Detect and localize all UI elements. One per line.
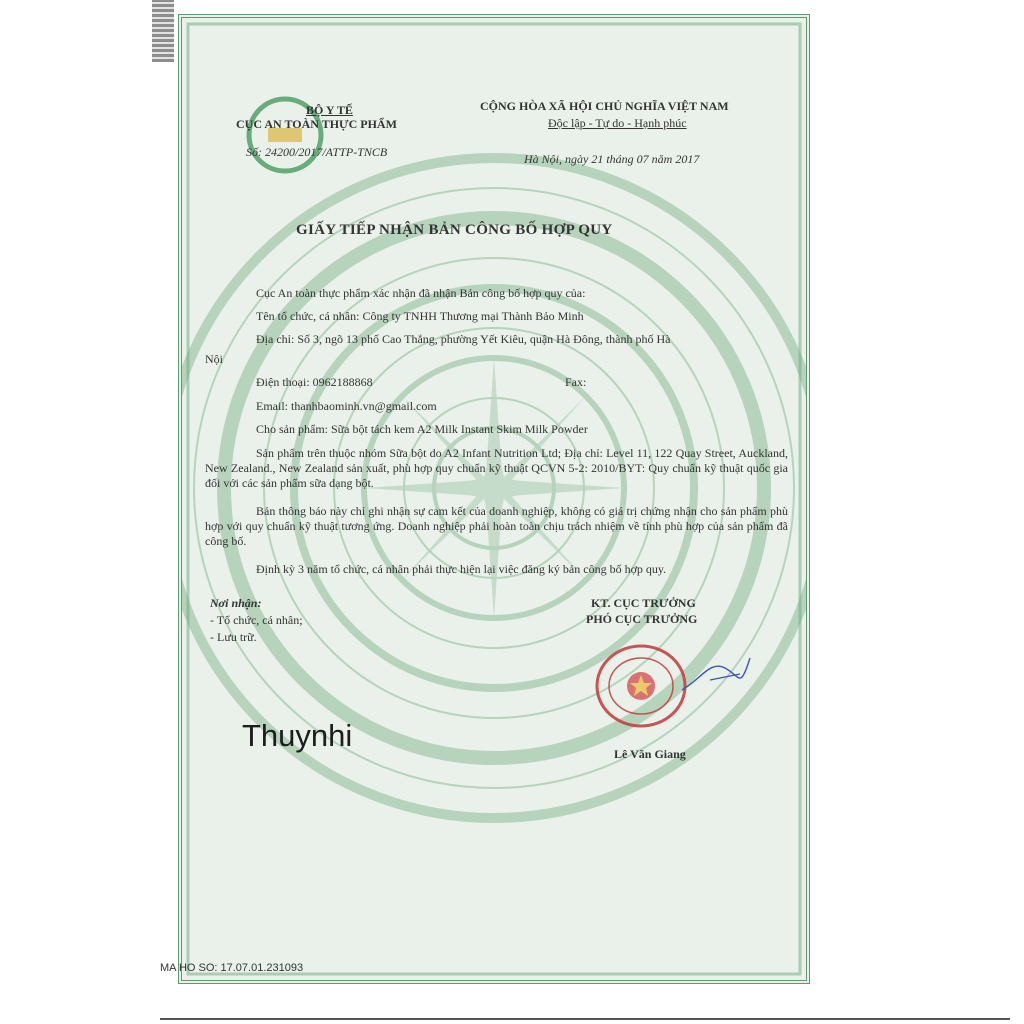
- disclaimer-paragraph: Bản thông báo này chỉ ghi nhận sự cam kết của doanh nghiệp, không có giá trị chứng nhận cho sản phẩm phù hợp với quy chuẩn kỹ thuật tương ứng. Doanh nghiệp phải hoàn toàn chịu trách nhiệm về tính phù hợp của sản phẩm đã công bố.: [205, 504, 788, 548]
- product-text: Cho sản phẩm: Sữa bột tách kem A2 Milk Instant Skim Milk Powder: [256, 422, 588, 436]
- issue-date: Hà Nội, ngày 21 tháng 07 năm 2017: [524, 152, 700, 166]
- fax-text: Fax:: [565, 375, 587, 389]
- recipients-heading: Nơi nhận:: [210, 596, 262, 610]
- document-number: Số: 24200/2017/ATTP-TNCB: [246, 145, 388, 159]
- recipient-item: - Lưu trữ.: [210, 630, 257, 644]
- country-name: CỘNG HÒA XÃ HỘI CHỦ NGHĨA VIỆT NAM: [480, 99, 729, 113]
- signature-scribble: [680, 650, 760, 700]
- dossier-code: MA HO SO: 17.07.01.231093: [160, 962, 304, 974]
- document-title: GIẤY TIẾP NHẬN BẢN CÔNG BỐ HỢP QUY: [296, 222, 613, 238]
- bottom-divider: [160, 1018, 1010, 1020]
- renewal-paragraph: Định kỳ 3 năm tổ chức, cá nhân phải thực hiện lại việc đăng ký bản công bố hợp quy.: [256, 562, 667, 576]
- recipient-item: - Tổ chức, cá nhân;: [210, 613, 303, 627]
- ministry-name: BỘ Y TẾ: [306, 103, 353, 117]
- address-line-1: Địa chỉ: Số 3, ngõ 13 phố Cao Thắng, phường Yết Kiêu, quận Hà Đông, thành phố Hà: [256, 332, 671, 346]
- signature-title-1: KT. CỤC TRƯỞNG: [591, 596, 696, 610]
- address-line-2: Nội: [205, 352, 223, 366]
- department-name: CỤC AN TOÀN THỰC PHẨM: [236, 117, 397, 131]
- conformity-paragraph: Sản phẩm trên thuộc nhóm Sữa bột do A2 Infant Nutrition Ltd; Địa chỉ: Level 11, 122 Quay Street, Auckland, New Zealand., New Zealand sản xuất, phù hợp quy chuẩn kỹ thuật QCVN 5-2: 2010/BYT: Quy chuẩn kỹ thuật quốc gia đối với các sản phẩm sữa dạng bột.: [205, 446, 788, 490]
- intro-text: Cục An toàn thực phẩm xác nhận đã nhận Bản công bố hợp quy của:: [256, 286, 586, 300]
- signatory-name: Lê Văn Giang: [614, 747, 686, 761]
- national-motto: Độc lập - Tự do - Hạnh phúc: [548, 116, 687, 130]
- email-text: Email: thanhbaominh.vn@gmail.com: [256, 399, 437, 413]
- watermark-text: Thuynhi: [242, 718, 353, 753]
- organization-name: Tên tổ chức, cá nhân: Công ty TNHH Thương mại Thành Bảo Minh: [256, 309, 584, 323]
- signature-title-2: PHÓ CỤC TRƯỞNG: [586, 612, 698, 626]
- phone-text: Điện thoại: 0962188868: [256, 375, 373, 389]
- qr-code: [152, 0, 174, 62]
